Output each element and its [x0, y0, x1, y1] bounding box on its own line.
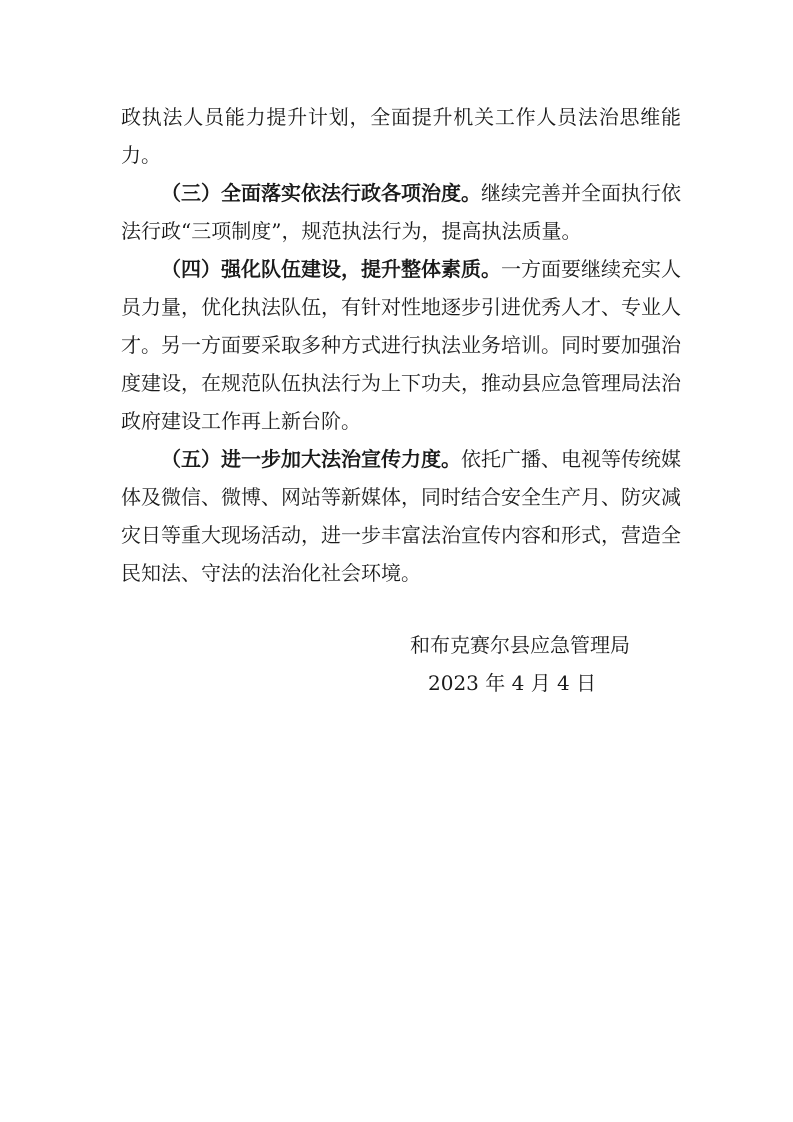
paragraph-continuation	[121, 98, 681, 174]
paragraph-body: 政执法人员能力提升计划，全面提升机关工作人员法治思维能力。	[121, 105, 681, 167]
section-heading: （四）强化队伍建设，提升整体素质。	[161, 257, 501, 281]
paragraph-section-3	[121, 174, 681, 250]
paragraph-section-5	[121, 440, 681, 592]
paragraph-body: 继续完善并全面执行依法行政“三项制度”，规范执法行为，提高执法质量。	[121, 181, 681, 243]
document-body	[121, 98, 681, 592]
paragraph-section-4	[121, 250, 681, 440]
section-heading: （五）进一步加大法治宣传力度。	[161, 447, 461, 471]
signature-date: 2023 年 4 月 4 日	[428, 671, 597, 695]
signature-organization: 和布克赛尔县应急管理局	[410, 633, 630, 657]
signature-block	[410, 626, 690, 702]
section-heading: （三）全面落实依法行政各项治度。	[161, 181, 481, 205]
paragraph-body: 一方面要继续充实人员力量，优化执法队伍，有针对性地逐步引进优秀人才、专业人才。另一方面要采取多种方式进行执法业务培训。同时要加强治度建设，在规范队伍执法行为上下功夫，推动县应急管理局法治政府建设工作再上新台阶。	[121, 257, 681, 433]
paragraph-body: 依托广播、电视等传统媒体及微信、微博、网站等新媒体，同时结合安全生产月、防灾减灾日等重大现场活动，进一步丰富法治宣传内容和形式，营造全民知法、守法的法治化社会环境。	[121, 447, 681, 585]
